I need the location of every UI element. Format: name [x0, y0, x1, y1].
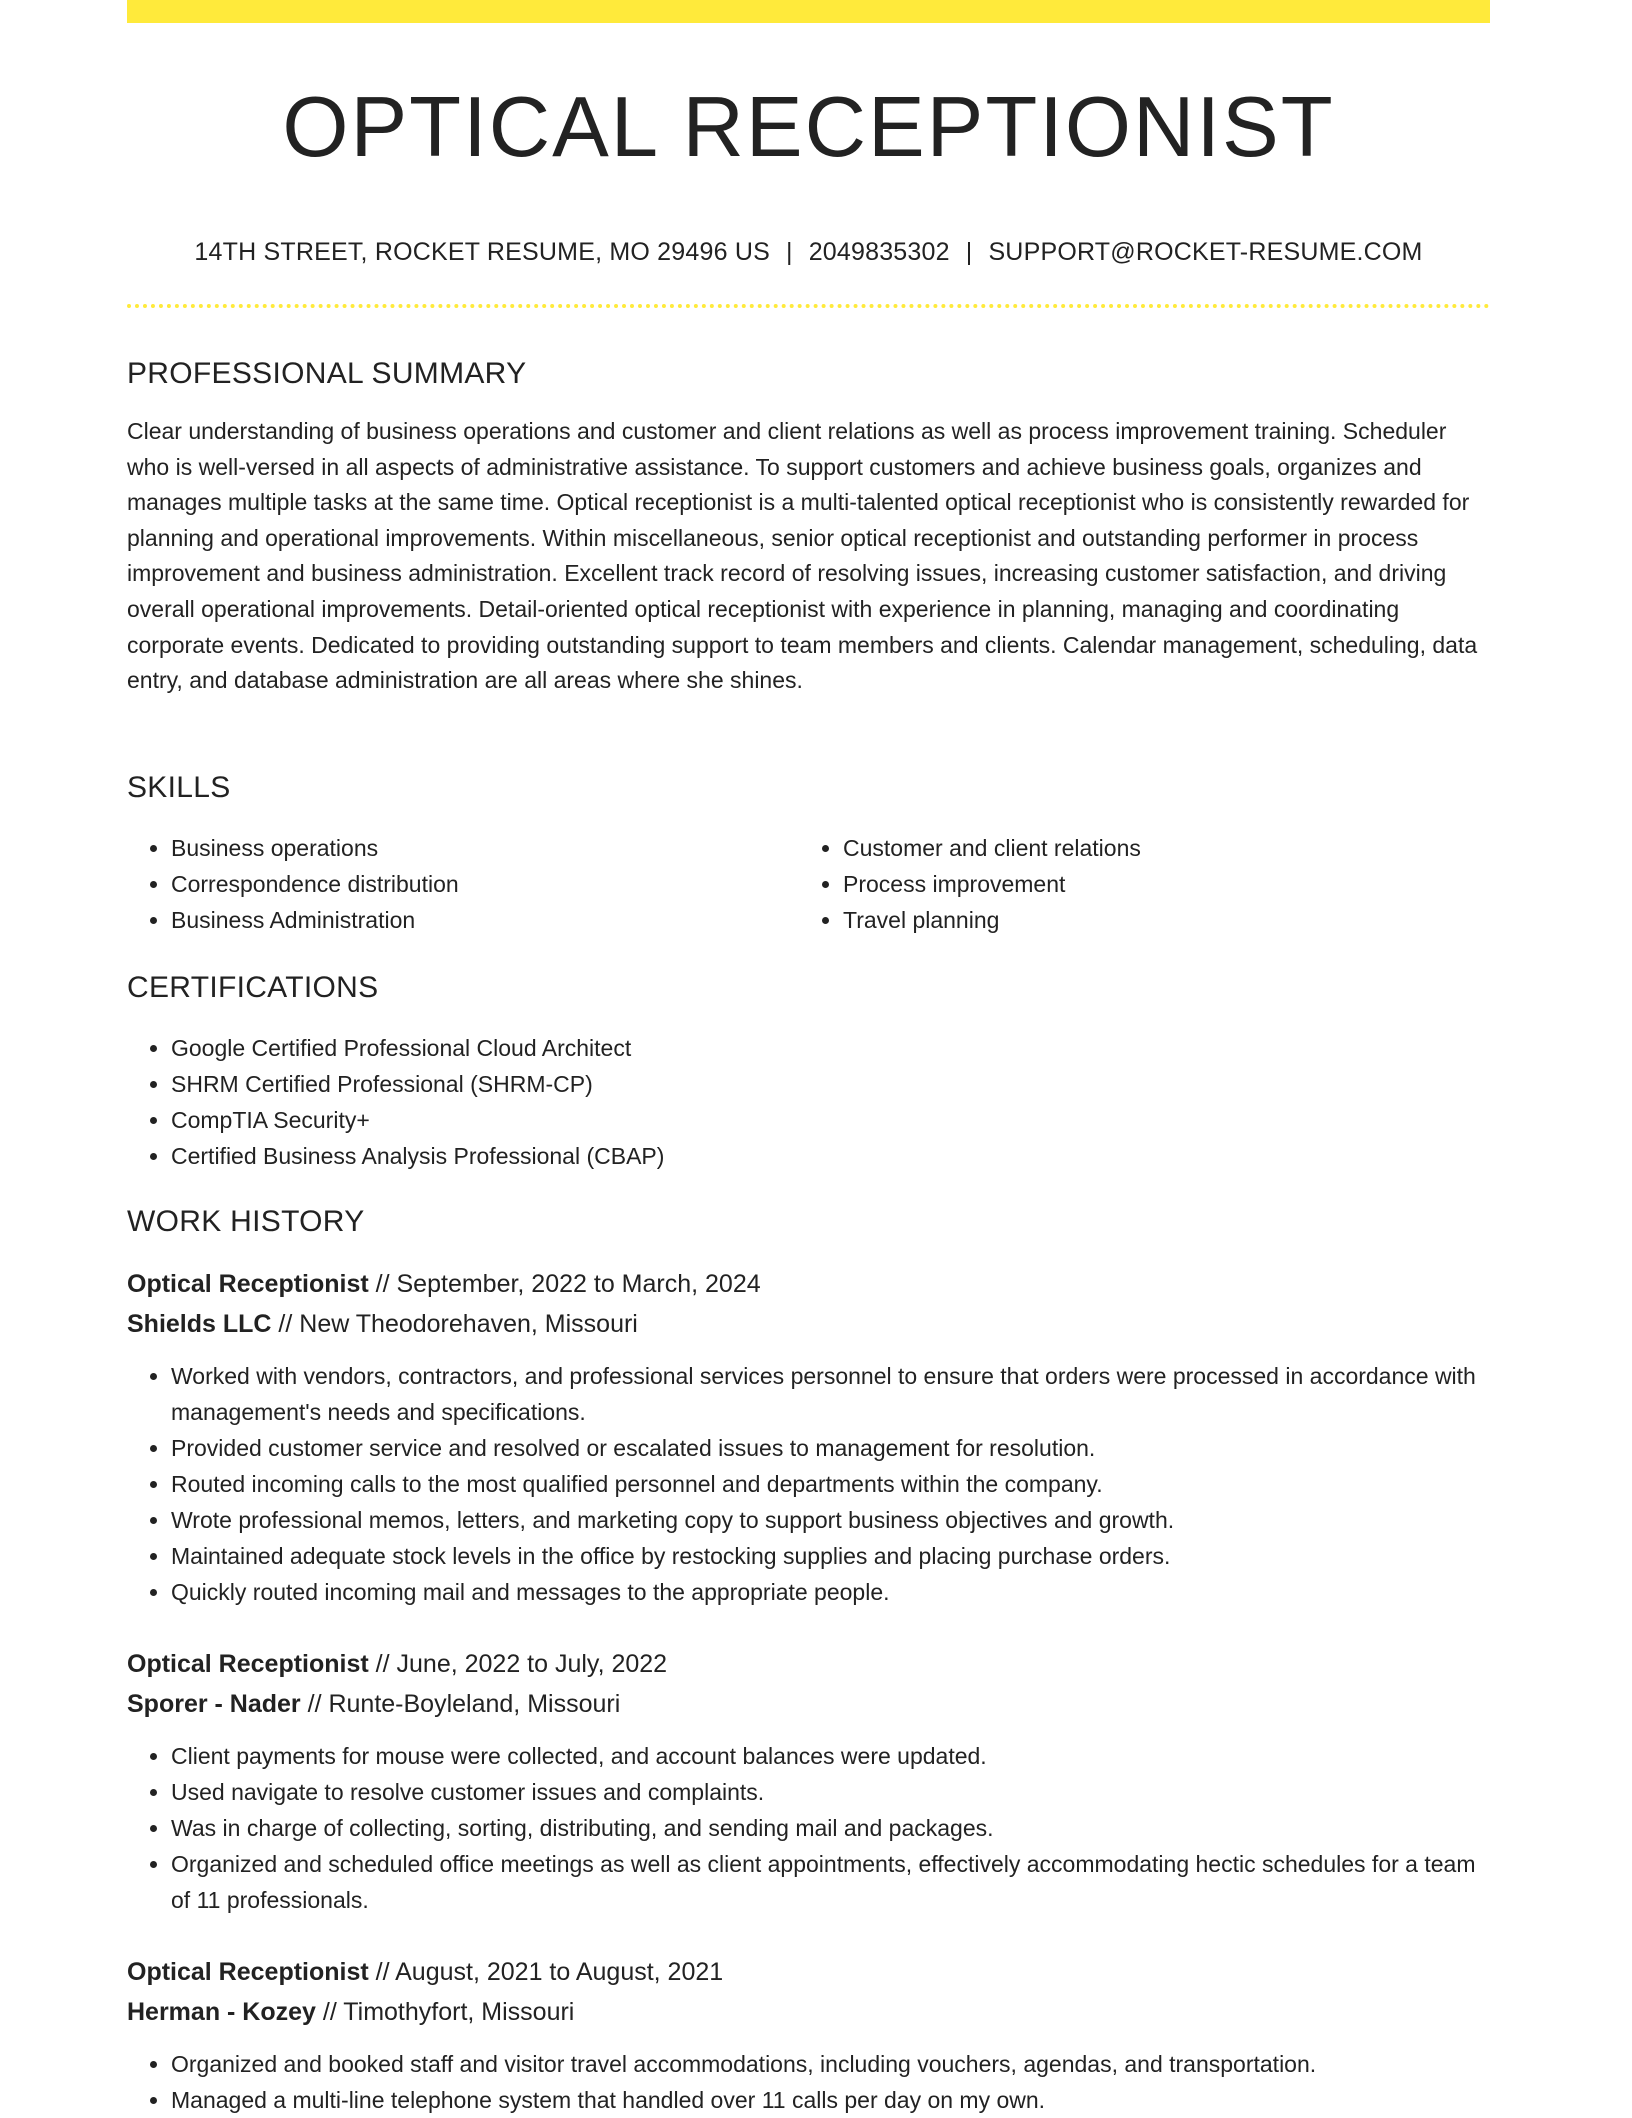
skills-section	[127, 768, 1490, 938]
job-role: Optical Receptionist	[127, 1650, 369, 1678]
skills-column-left	[127, 830, 799, 938]
skill-item: • Travel planning	[843, 902, 1471, 938]
job-location: // New Theodorehaven, Missouri	[278, 1310, 638, 1338]
job-role: Optical Receptionist	[127, 1270, 369, 1298]
job-entry	[127, 1644, 1490, 1918]
skill-item: • Customer and client relations	[843, 830, 1471, 866]
certification-item: • CompTIA Security+	[171, 1102, 1490, 1138]
certification-item: • SHRM Certified Professional (SHRM-CP)	[171, 1066, 1490, 1102]
skill-item: • Business Administration	[171, 902, 799, 938]
certifications-list	[127, 1030, 1490, 1174]
certification-item: • Google Certified Professional Cloud Architect	[171, 1030, 1490, 1066]
summary-text: Clear understanding of business operations and customer and client relations as well as process improvement training. Scheduler who is well-versed in all aspects of administrative assistance. To support customers and achieve business goals, organizes and manages multiple tasks at the same time. Optical receptionist is a multi-talented optical receptionist who is consistently rewarded for planning and operational improvements. Within miscellaneous, senior optical receptionist and outstanding performer in process improvement and business administration. Excellent track record of resolving issues, increasing customer satisfaction, and driving overall operational improvements. Detail-oriented optical receptionist with experience in planning, managing and coordinating corporate events. Dedicated to providing outstanding support to team members and clients. Calendar management, scheduling, data entry, and database administration are all areas where she shines.	[127, 418, 1478, 694]
job-entry	[127, 1952, 1490, 2118]
job-duty: • Maintained adequate stock levels in the office by restocking supplies and placing purchase orders.	[171, 1538, 1490, 1574]
contact-line	[127, 234, 1490, 270]
job-role-line	[127, 1264, 1490, 1304]
skill-item: • Process improvement	[843, 866, 1471, 902]
job-duty: • Wrote professional memos, letters, and marketing copy to support business objectives and growth.	[171, 1502, 1490, 1538]
skills-list-left	[127, 830, 799, 938]
job-duty: • Managed a multi-line telephone system that handled over 11 calls per day on my own.	[171, 2082, 1490, 2118]
dotted-divider	[127, 304, 1490, 308]
job-duties-list	[127, 1358, 1490, 1610]
job-duty: • Was in charge of collecting, sorting, distributing, and sending mail and packages.	[171, 1810, 1490, 1846]
job-duty: • Quickly routed incoming mail and messages to the appropriate people.	[171, 1574, 1490, 1610]
work-history-section	[127, 1202, 1490, 2118]
job-company: Herman - Kozey	[127, 1998, 316, 2026]
work-history-heading: WORK HISTORY	[127, 1205, 365, 1238]
summary-heading: PROFESSIONAL SUMMARY	[127, 357, 527, 390]
job-duty: • Provided customer service and resolved or escalated issues to management for resolution.	[171, 1430, 1490, 1466]
summary-section	[127, 354, 1490, 699]
skills-column-right	[799, 830, 1471, 938]
contact-address: 14TH STREET, ROCKET RESUME, MO 29496 US	[194, 238, 770, 266]
job-role-line	[127, 1644, 1490, 1684]
job-duty: • Routed incoming calls to the most qualified personnel and departments within the company.	[171, 1466, 1490, 1502]
job-company-line	[127, 1992, 1490, 2032]
job-duties-list	[127, 2046, 1490, 2118]
job-company-line	[127, 1684, 1490, 1724]
job-company: Shields LLC	[127, 1310, 272, 1338]
job-dates: // September, 2022 to March, 2024	[375, 1270, 761, 1298]
certifications-section	[127, 968, 1490, 1174]
contact-email: SUPPORT@ROCKET-RESUME.COM	[988, 238, 1423, 266]
job-duty: • Worked with vendors, contractors, and professional services personnel to ensure that orders were processed in accordance with management's needs and specifications.	[171, 1358, 1490, 1430]
job-company-line	[127, 1304, 1490, 1344]
job-role-line	[127, 1952, 1490, 1992]
skills-list-right	[799, 830, 1471, 938]
job-duty: • Organized and booked staff and visitor travel accommodations, including vouchers, agendas, and transportation.	[171, 2046, 1490, 2082]
job-entry	[127, 1264, 1490, 1610]
job-duties-list	[127, 1738, 1490, 1918]
job-location: // Runte-Boyleland, Missouri	[307, 1690, 621, 1718]
job-duty: • Organized and scheduled office meetings as well as client appointments, effectively accommodating hectic schedules for a team of 11 professionals.	[171, 1846, 1490, 1918]
candidate-title: OPTICAL RECEPTIONIST	[282, 80, 1335, 175]
certification-item: • Certified Business Analysis Professional (CBAP)	[171, 1138, 1490, 1174]
contact-separator: |	[785, 238, 793, 266]
skill-item: • Correspondence distribution	[171, 866, 799, 902]
job-location: // Timothyfort, Missouri	[322, 1998, 575, 2026]
contact-phone: 2049835302	[808, 238, 950, 266]
accent-top-bar	[127, 0, 1490, 23]
job-duty: • Used navigate to resolve customer issues and complaints.	[171, 1774, 1490, 1810]
job-role: Optical Receptionist	[127, 1958, 369, 1986]
job-dates: // August, 2021 to August, 2021	[375, 1958, 724, 1986]
job-duty: • Client payments for mouse were collected, and account balances were updated.	[171, 1738, 1490, 1774]
skills-grid	[127, 830, 1490, 938]
certifications-heading: CERTIFICATIONS	[127, 971, 379, 1004]
job-company: Sporer - Nader	[127, 1690, 301, 1718]
skill-item: • Business operations	[171, 830, 799, 866]
skills-heading: SKILLS	[127, 771, 231, 804]
contact-separator: |	[965, 238, 973, 266]
job-dates: // June, 2022 to July, 2022	[375, 1650, 668, 1678]
